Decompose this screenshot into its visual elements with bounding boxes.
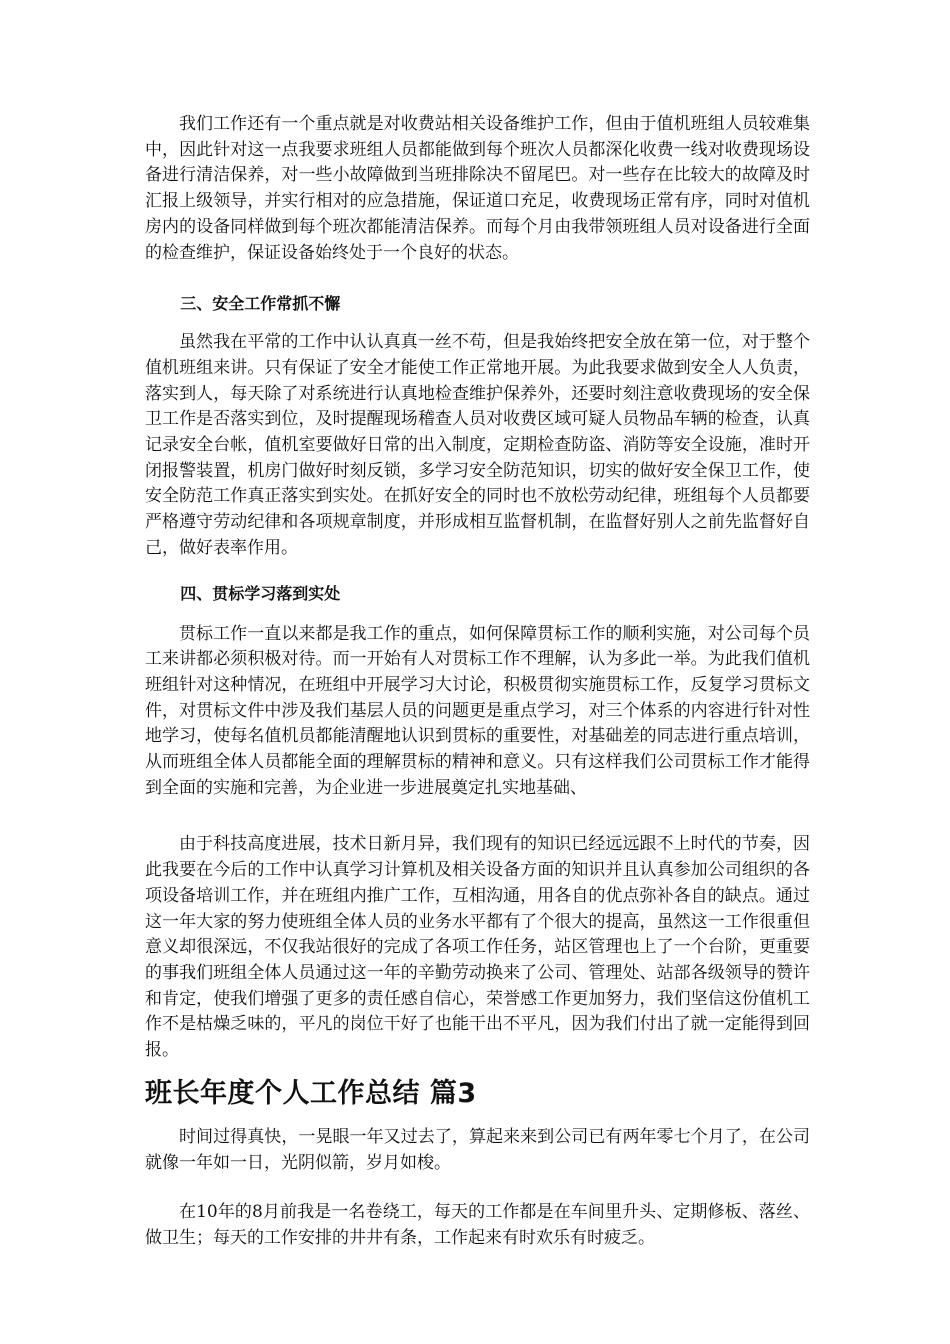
paragraph-time-passes: 时间过得真快，一晃眼一年又过去了，算起来来到公司已有两年零七个月了，在公司就像一年如一日，光阴似箭，岁月如梭。 — [145, 1126, 810, 1173]
paragraph-future-learning: 由于科技高度进展，技术日新月异，我们现有的知识已经远远跟不上时代的节奏，因此我要在今后的工作中认真学习计算机及相关设备方面的知识并且认真参加公司组织的各项设备培训工作，并在班组内推广工作，互相沟通，用各自的优点弥补各自的缺点。通过这一年大家的努力使班组全体人员的业务水平都有了个很大的提高，虽然这一工作很重但意义却很深远，不仅我站很好的完成了各项工作任务，站区管理也上了一个台阶，更重要的事我们班组全体人员通过这一年的辛勤劳动换来了公司、管理处、站部各级领导的赞许和肯定，使我们增强了更多的责任感自信心，荣誉感工作更加努力，我们坚信这份值机工作不是枯燥乏味的，平凡的岗位干好了也能干出不平凡，因为我们付出了就一定能得到回报。 — [145, 834, 810, 1061]
heading-standards-study: 四、贯标学习落到实处 — [180, 583, 341, 603]
paragraph-safety-work: 虽然我在平常的工作中认认真真一丝不苟，但是我始终把安全放在第一位，对于整个值机班组来讲。只有保证了安全才能使工作正常地开展。为此我要求做到安全人人负责，落实到人，每天除了对系统进行认真地检查维护保养外，还要时刻注意收费现场的安全保卫工作是否落实到位，及时提醒现场稽查人员对收费区域可疑人员物品车辆的检查，认真记录安全台帐，值机室要做好日常的出入制度，定期检查防盗、消防等安全设施，准时开闭报警装置，机房门做好时刻反锁，多学习安全防范知识，切实的做好安全保卫工作，使安全防范工作真正落实到实处。在抓好安全的同时也不放松劳动纪律，班组每个人员都要严格遵守劳动纪律和各项规章制度，并形成相互监督机制，在监督好别人之前先监督好自己，做好表率作用。 — [145, 332, 810, 558]
paragraph-equipment-maintenance: 我们工作还有一个重点就是对收费站相关设备维护工作，但由于值机班组人员较难集中，因此针对这一点我要求班组人员都能做到每个班次人员都深化收费一线对收费现场设备进行清洁保养，对一些小故障做到当班排除决不留尾巴。对一些存在比较大的故障及时汇报上级领导，并实行相对的应急措施，保证道口充足，收费现场正常有序，同时对值机房内的设备同样做到每个班次都能清洁保养。而每个月由我带领班组人员对设备进行全面的检查维护，保证设备始终处于一个良好的状态。 — [145, 114, 810, 263]
paragraph-winding-worker: 在10年的8月前我是一名卷绕工，每天的工作都是在车间里升头、定期修板、落丝、做卫生；每天的工作安排的井井有条，工作起来有时欢乐有时疲乏。 — [145, 1202, 810, 1248]
paragraph-standards-study: 贯标工作一直以来都是我工作的重点，如何保障贯标工作的顺利实施，对公司每个员工来讲都必须积极对待。而一开始有人对贯标工作不理解，认为多此一举。为此我们值机班组针对这种情况，在班组中开展学习大讨论，积极贯彻实施贯标工作，反复学习贯标文件，对贯标文件中涉及我们基层人员的问题更是重点学习，对三个体系的内容进行针对性地学习，使每名值机员都能清醒地认识到贯标的重要性，对基础差的同志进行重点培训，从而班组全体人员都能全面的理解贯标的精神和意义。只有这样我们公司贯标工作才能得到全面的实施和完善，为企业进一步进展奠定扎实地基础、 — [145, 623, 810, 798]
section-title-part-3: 班长年度个人工作总结 篇3 — [145, 1077, 477, 1109]
document-page — [145, 112, 810, 1252]
heading-safety-work: 三、安全工作常抓不懈 — [180, 294, 341, 314]
